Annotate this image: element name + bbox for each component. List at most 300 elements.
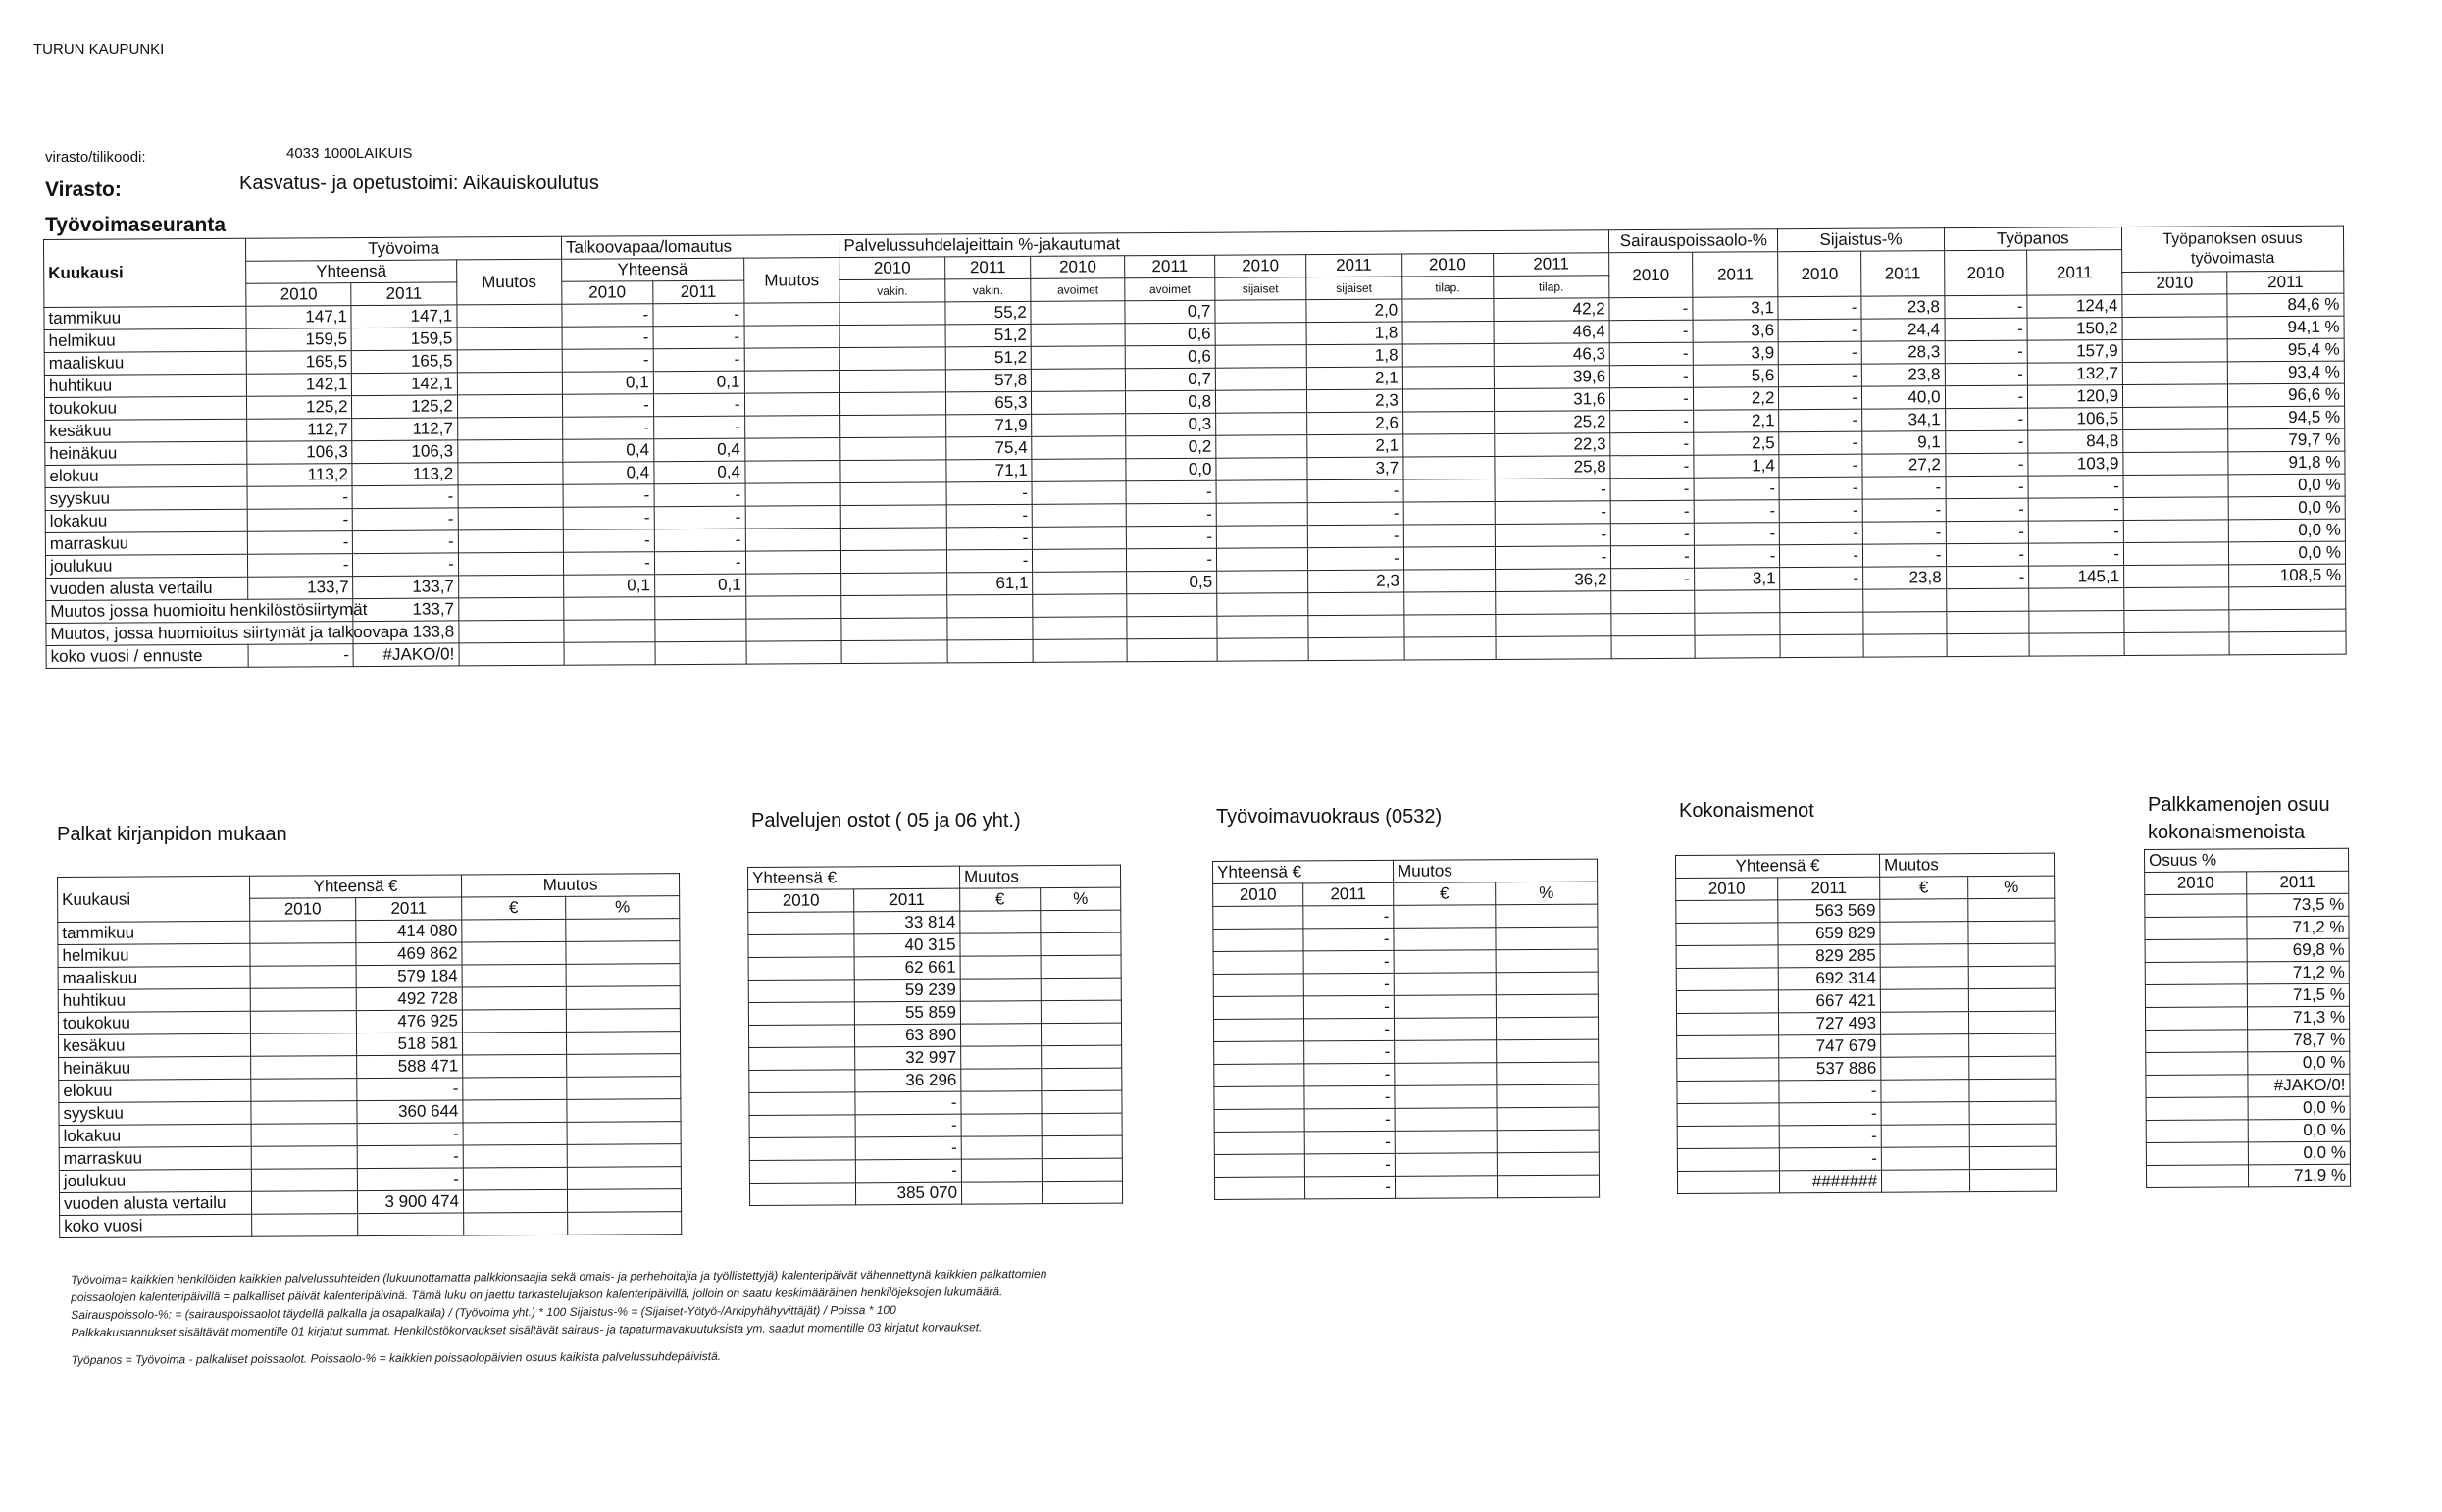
table-row bbox=[2146, 1074, 2350, 1097]
table-cell bbox=[746, 641, 842, 665]
table-cell: 0,8 bbox=[1126, 390, 1216, 414]
table-cell: - bbox=[946, 549, 1033, 573]
table-cell: - bbox=[1945, 318, 2028, 341]
table-cell bbox=[1968, 921, 2055, 944]
table-cell: - bbox=[1610, 410, 1694, 433]
table-row bbox=[2145, 1006, 2349, 1030]
table-cell bbox=[1402, 366, 1494, 389]
table-cell bbox=[1497, 1152, 1599, 1176]
table-cell: 0,6 bbox=[1125, 323, 1215, 346]
table-cell: - bbox=[1694, 545, 1780, 569]
table-row bbox=[1677, 1124, 2056, 1148]
ps-sij-2010: 2010 bbox=[1215, 255, 1306, 278]
value-2011: - bbox=[1304, 1108, 1395, 1132]
table-cell bbox=[251, 1056, 357, 1080]
table-cell bbox=[1402, 433, 1494, 457]
month-label: elokuu bbox=[45, 464, 247, 487]
kokonais-eur: € bbox=[1880, 877, 1968, 900]
sub-vakin-10: vakin. bbox=[839, 279, 944, 303]
table-cell: 112,7 bbox=[352, 418, 457, 441]
table-cell: 3,7 bbox=[1307, 457, 1403, 480]
table-cell: - bbox=[353, 508, 458, 531]
table-cell bbox=[841, 550, 946, 574]
table-cell: - bbox=[1779, 364, 1862, 387]
table-row bbox=[2146, 1029, 2350, 1052]
table-cell bbox=[1863, 634, 1947, 658]
palkat-2011: 2011 bbox=[356, 897, 462, 921]
month-label: koko vuosi bbox=[60, 1214, 252, 1237]
table-cell bbox=[1216, 458, 1307, 481]
table-cell: - bbox=[1611, 523, 1695, 546]
value-2011: 69,8 % bbox=[2247, 938, 2349, 962]
table-cell bbox=[1881, 1102, 1969, 1126]
table-cell: 159,5 bbox=[246, 328, 351, 352]
table-cell: 0,0 % bbox=[2228, 496, 2345, 520]
kokonais-muutos: Muutos bbox=[1880, 853, 2055, 877]
table-cell bbox=[1881, 1125, 1969, 1148]
table-cell: 125,2 bbox=[247, 396, 352, 420]
table-cell bbox=[463, 1189, 567, 1213]
table-cell: - bbox=[1780, 567, 1863, 590]
table-cell bbox=[654, 596, 745, 620]
tv-2010: 2010 bbox=[246, 283, 351, 307]
table-cell: 23,8 bbox=[1863, 567, 1947, 590]
tp-2011: 2011 bbox=[2027, 250, 2122, 296]
table-cell bbox=[840, 347, 945, 371]
table-cell bbox=[251, 1191, 357, 1215]
month-label: kesäkuu bbox=[45, 419, 247, 442]
ps-til-2011: 2011 bbox=[1493, 253, 1609, 277]
table-row bbox=[60, 1212, 682, 1238]
table-cell bbox=[960, 956, 1041, 980]
table-cell bbox=[567, 1167, 681, 1190]
table-cell bbox=[2146, 1052, 2248, 1076]
table-cell: - bbox=[1944, 295, 2027, 319]
table-cell bbox=[1214, 1109, 1304, 1133]
table-cell: 9,1 bbox=[1862, 431, 1946, 455]
table-row bbox=[1214, 1039, 1599, 1064]
table-cell bbox=[463, 1099, 567, 1123]
table-cell bbox=[749, 1070, 855, 1093]
table-cell: 0,4 bbox=[654, 461, 745, 484]
table-cell: 2,1 bbox=[1306, 367, 1402, 390]
table-cell: - bbox=[1609, 342, 1693, 366]
table-cell bbox=[1033, 572, 1127, 595]
table-row bbox=[1677, 1101, 2056, 1126]
value-2011: 0,0 % bbox=[2248, 1096, 2350, 1120]
table-row bbox=[1677, 1056, 2056, 1081]
table-cell bbox=[1032, 459, 1126, 482]
table-cell bbox=[749, 1047, 855, 1071]
osuus-title-1: Palkkamenojen osuu bbox=[2148, 794, 2330, 816]
table-cell bbox=[1969, 1079, 2056, 1102]
table-cell bbox=[458, 529, 563, 553]
table-cell bbox=[1968, 898, 2055, 922]
table-cell bbox=[1881, 1080, 1969, 1103]
table-cell bbox=[1041, 932, 1121, 956]
table-cell bbox=[2146, 1142, 2248, 1166]
table-cell: - bbox=[563, 552, 654, 576]
table-cell bbox=[1042, 1068, 1122, 1091]
table-cell: - bbox=[1694, 523, 1780, 546]
kokonais-yhteensa: Yhteensä € bbox=[1676, 854, 1880, 878]
table-cell bbox=[2145, 939, 2247, 963]
value-2011: 659 829 bbox=[1778, 922, 1880, 945]
table-cell bbox=[462, 1009, 566, 1033]
table-cell bbox=[457, 327, 562, 350]
table-cell: - bbox=[1307, 525, 1403, 548]
table-row bbox=[1214, 1175, 1599, 1199]
table-cell: 132,7 bbox=[2027, 363, 2122, 386]
palvelujen-title: Palvelujen ostot ( 05 ja 06 yht.) bbox=[751, 810, 1021, 832]
table-row bbox=[1677, 1146, 2056, 1171]
table-cell bbox=[250, 1033, 356, 1057]
table-cell bbox=[2145, 984, 2247, 1008]
table-cell bbox=[745, 596, 841, 620]
table-cell: - bbox=[1779, 409, 1862, 432]
table-cell bbox=[1214, 1064, 1304, 1087]
table-cell bbox=[840, 437, 945, 461]
table-cell: - bbox=[654, 529, 745, 552]
table-cell: - bbox=[1610, 455, 1694, 479]
value-2011: - bbox=[1304, 1040, 1395, 1064]
table-cell bbox=[744, 326, 840, 349]
value-2011: - bbox=[1779, 1080, 1881, 1103]
table-cell bbox=[1946, 588, 2029, 612]
table-cell: 22,3 bbox=[1494, 433, 1610, 457]
table-cell bbox=[841, 573, 946, 596]
table-cell: 3,9 bbox=[1693, 342, 1779, 366]
tk-2010: 2010 bbox=[562, 281, 653, 305]
table-cell bbox=[745, 574, 841, 597]
table-cell: - bbox=[1945, 363, 2028, 386]
table-cell bbox=[1496, 927, 1598, 950]
table-cell bbox=[1404, 636, 1496, 660]
table-cell bbox=[2146, 1075, 2248, 1098]
table-cell bbox=[744, 348, 840, 372]
table-cell bbox=[1695, 613, 1781, 636]
table-cell: - bbox=[1127, 526, 1217, 549]
value-2011: 71,2 % bbox=[2247, 961, 2349, 984]
table-cell bbox=[1947, 633, 2030, 657]
table-cell: 0,5 bbox=[1127, 571, 1217, 594]
value-2011: 33 814 bbox=[854, 911, 960, 934]
table-cell bbox=[1402, 388, 1494, 412]
month-label: marraskuu bbox=[45, 531, 247, 555]
table-cell bbox=[2146, 1097, 2248, 1121]
table-cell: - bbox=[1946, 476, 2029, 499]
table-cell: 125,2 bbox=[352, 395, 457, 419]
table-cell bbox=[961, 1091, 1042, 1115]
table-cell bbox=[1495, 591, 1611, 615]
table-cell: 0,4 bbox=[653, 438, 744, 462]
table-cell bbox=[1677, 1058, 1779, 1082]
table-cell bbox=[1216, 548, 1307, 572]
table-cell: - bbox=[1779, 431, 1862, 455]
table-row bbox=[1676, 988, 2055, 1013]
table-cell: 51,2 bbox=[945, 324, 1032, 347]
table-cell bbox=[458, 507, 563, 530]
table-cell bbox=[2124, 587, 2229, 611]
table-row bbox=[748, 932, 1121, 957]
table-cell bbox=[1968, 988, 2055, 1012]
value-2011: 414 080 bbox=[356, 920, 462, 943]
table-cell bbox=[1213, 951, 1303, 975]
table-cell bbox=[1496, 1017, 1598, 1040]
table-cell bbox=[841, 618, 946, 641]
table-cell bbox=[250, 921, 356, 944]
table-cell bbox=[655, 619, 746, 642]
table-cell bbox=[2122, 317, 2227, 340]
table-cell bbox=[1215, 300, 1306, 324]
table-cell bbox=[1402, 411, 1494, 434]
table-cell bbox=[1032, 414, 1126, 437]
vuokraus-2011: 2011 bbox=[1303, 882, 1394, 906]
table-cell: 120,9 bbox=[2028, 385, 2123, 409]
table-cell bbox=[1946, 611, 2029, 634]
footnotes bbox=[71, 1263, 1347, 1369]
table-cell bbox=[1677, 1171, 1779, 1194]
table-cell: - bbox=[654, 506, 745, 529]
value-2011: 71,5 % bbox=[2247, 983, 2349, 1007]
table-cell bbox=[1881, 1147, 1969, 1171]
table-cell bbox=[2229, 586, 2346, 610]
table-cell: 28,3 bbox=[1861, 341, 1945, 365]
table-cell bbox=[839, 302, 944, 326]
value-2011: - bbox=[1779, 1102, 1881, 1126]
table-cell bbox=[567, 1144, 681, 1168]
table-cell bbox=[1495, 614, 1611, 637]
table-cell bbox=[1880, 922, 1968, 945]
table-cell: 36,2 bbox=[1495, 569, 1611, 592]
table-cell: - bbox=[2028, 521, 2123, 544]
table-cell: - bbox=[2028, 476, 2123, 499]
note-palkka: Palkkakustannukset sisältävät momentille 01 kirjatut summat. Henkilöstökorvaukset sisältävät sairaus- ja tapaturmavakuutuksista ym. saadut momentille 03 kirjatut korvaukset. bbox=[71, 1320, 983, 1339]
table-cell bbox=[841, 640, 946, 664]
table-cell: - bbox=[563, 484, 654, 508]
table-cell bbox=[840, 392, 945, 416]
virasto-code-label: virasto/tilikoodi: bbox=[45, 149, 146, 166]
table-cell: 34,1 bbox=[1862, 409, 1946, 432]
table-cell: 165,5 bbox=[352, 350, 457, 374]
value-2011: ####### bbox=[1779, 1170, 1881, 1193]
table-cell: 157,9 bbox=[2027, 340, 2122, 364]
month-label: kesäkuu bbox=[58, 1033, 250, 1057]
tk-muutos: Muutos bbox=[743, 258, 839, 304]
kokonais-2010: 2010 bbox=[1676, 878, 1778, 901]
palkat-muutos: Muutos bbox=[462, 874, 680, 897]
table-cell: 0,0 bbox=[1126, 458, 1216, 481]
os-2010: 2010 bbox=[2122, 272, 2227, 295]
group-tyovoima: Työvoima bbox=[246, 236, 562, 261]
table-cell bbox=[457, 417, 562, 440]
value-2011: - bbox=[1303, 1018, 1394, 1041]
value-2011: 588 471 bbox=[357, 1055, 463, 1079]
table-cell: 159,5 bbox=[352, 328, 457, 351]
extra-value: 133,8 bbox=[353, 621, 458, 644]
value-2011: 360 644 bbox=[357, 1100, 463, 1124]
palkat-title: Palkat kirjanpidon mukaan bbox=[57, 824, 287, 845]
value-2011: 537 886 bbox=[1779, 1057, 1881, 1081]
value-2011: - bbox=[1303, 928, 1394, 951]
table-row bbox=[1213, 1017, 1598, 1041]
table-cell: - bbox=[653, 416, 744, 439]
virasto-label: Virasto: bbox=[45, 178, 122, 201]
table-cell: - bbox=[1946, 521, 2029, 544]
table-cell bbox=[1403, 501, 1495, 525]
vuokraus-muutos: Muutos bbox=[1394, 859, 1598, 882]
table-cell bbox=[1042, 1135, 1122, 1159]
os-2011: 2011 bbox=[2227, 271, 2344, 294]
table-cell: 31,6 bbox=[1494, 388, 1610, 412]
value-2011: 492 728 bbox=[356, 987, 462, 1011]
table-cell bbox=[947, 617, 1034, 640]
table-cell: - bbox=[654, 483, 745, 507]
tk-yhteensa: Yhteensä bbox=[562, 258, 744, 281]
table-cell bbox=[1395, 1108, 1497, 1132]
palvelujen-2010: 2010 bbox=[748, 889, 854, 913]
table-cell bbox=[2029, 633, 2124, 657]
table-cell: 113,2 bbox=[247, 464, 352, 487]
table-cell bbox=[960, 1024, 1041, 1047]
table-cell: - bbox=[1126, 503, 1216, 527]
table-cell bbox=[2029, 611, 2124, 634]
table-cell bbox=[841, 505, 946, 529]
table-cell bbox=[459, 620, 564, 643]
table-cell: 0,1 bbox=[654, 574, 745, 597]
table-cell bbox=[1969, 1124, 2056, 1147]
vuokraus-yhteensa: Yhteensä € bbox=[1213, 860, 1394, 883]
table-cell bbox=[1403, 456, 1495, 479]
extra-label: Muutos jossa huomioitu henkilöstösiirtymät bbox=[46, 599, 354, 624]
table-cell bbox=[2124, 632, 2229, 656]
table-cell bbox=[1496, 972, 1598, 995]
table-row bbox=[2146, 1119, 2350, 1142]
value-2011: 71,9 % bbox=[2248, 1164, 2350, 1187]
month-label: lokakuu bbox=[59, 1124, 251, 1147]
table-cell bbox=[462, 919, 566, 942]
table-cell bbox=[1695, 635, 1781, 659]
table-row bbox=[749, 1181, 1122, 1205]
table-cell bbox=[567, 1122, 681, 1145]
table-cell bbox=[1969, 1056, 2056, 1080]
value-2011: 829 285 bbox=[1778, 944, 1880, 968]
value-2011: - bbox=[357, 1123, 463, 1146]
table-cell bbox=[749, 1183, 855, 1206]
table-cell bbox=[749, 1092, 855, 1116]
table-cell bbox=[462, 941, 566, 965]
table-cell bbox=[1677, 1035, 1779, 1059]
table-cell: - bbox=[1694, 478, 1780, 501]
table-row bbox=[2146, 1051, 2350, 1075]
month-label: huhtikuu bbox=[44, 374, 246, 397]
virasto-name: Kasvatus- ja opetustoimi: Aikauiskoulutus bbox=[239, 173, 599, 194]
sub-sijaiset-11: sijaiset bbox=[1306, 277, 1402, 300]
value-2011: 55 859 bbox=[854, 1001, 960, 1025]
table-row bbox=[1214, 1107, 1599, 1132]
table-cell: 71,9 bbox=[945, 414, 1032, 437]
sub-vakin-11: vakin. bbox=[944, 278, 1031, 302]
table-cell bbox=[1031, 301, 1125, 325]
table-cell bbox=[744, 371, 840, 394]
group-palvelus: Palvelussuhdelajeittain %-jakautumat bbox=[839, 230, 1609, 258]
table-cell: 0,4 bbox=[563, 462, 654, 485]
table-cell: 133,7 bbox=[248, 577, 353, 600]
table-cell: 106,3 bbox=[352, 440, 457, 464]
value-2011: 71,2 % bbox=[2247, 916, 2349, 939]
sa-2011: 2011 bbox=[1692, 252, 1778, 298]
table-cell: - bbox=[1945, 408, 2028, 431]
table-cell: - bbox=[247, 486, 352, 510]
table-cell bbox=[2123, 452, 2228, 476]
table-cell bbox=[1403, 524, 1495, 547]
value-2011: 469 862 bbox=[356, 942, 462, 966]
tk-2011: 2011 bbox=[652, 280, 743, 304]
table-cell bbox=[250, 988, 356, 1012]
table-cell bbox=[745, 529, 841, 552]
value-2011: 667 421 bbox=[1778, 989, 1880, 1013]
table-cell: - bbox=[654, 551, 745, 575]
table-cell bbox=[1217, 571, 1308, 594]
table-cell bbox=[1969, 1146, 2056, 1170]
final-dash: - bbox=[248, 644, 353, 668]
value-2011 bbox=[358, 1213, 464, 1236]
group-tyopanos: Työpanos bbox=[1944, 227, 2122, 251]
palvelujen-table bbox=[747, 865, 1123, 1206]
sub-avoimet-10: avoimet bbox=[1031, 278, 1125, 302]
table-cell bbox=[947, 639, 1034, 663]
table-cell: - bbox=[563, 507, 654, 530]
table-cell: - bbox=[1946, 566, 2029, 589]
table-row bbox=[1213, 994, 1598, 1019]
value-2011: - bbox=[1303, 905, 1394, 929]
month-label: elokuu bbox=[59, 1079, 251, 1102]
value-2011: - bbox=[357, 1078, 463, 1101]
palkat-eur: € bbox=[462, 896, 566, 920]
table-row bbox=[2145, 983, 2349, 1007]
table-row bbox=[1677, 1169, 2056, 1193]
table-cell: - bbox=[248, 531, 353, 555]
month-label: syyskuu bbox=[45, 486, 247, 510]
table-cell: 65,3 bbox=[945, 391, 1032, 415]
table-cell: 57,8 bbox=[945, 369, 1032, 392]
table-cell bbox=[1031, 324, 1125, 347]
value-2011: 0,0 % bbox=[2248, 1119, 2350, 1142]
table-cell bbox=[1127, 638, 1217, 662]
table-cell: 165,5 bbox=[246, 351, 351, 375]
table-cell bbox=[463, 1122, 567, 1145]
value-2011: 747 679 bbox=[1779, 1034, 1881, 1058]
note-tyopanos: Työpanos = Työvoima - palkalliset poissaolot. Poissaolo-% = kaikkien poissaolopäivien osuus kaikista palvelussuhdepäivistä. bbox=[71, 1348, 722, 1367]
table-cell bbox=[1496, 994, 1598, 1018]
table-row bbox=[749, 1135, 1122, 1160]
ps-sij-2011: 2011 bbox=[1305, 254, 1401, 277]
month-label: heinäkuu bbox=[45, 441, 247, 465]
table-cell bbox=[1676, 990, 1778, 1014]
value-2011: - bbox=[855, 1159, 961, 1183]
table-cell: 150,2 bbox=[2027, 318, 2122, 341]
group-talkoo: Talkoovapaa/lomautus bbox=[561, 235, 839, 260]
table-cell bbox=[1041, 955, 1121, 979]
table-cell bbox=[458, 552, 563, 576]
table-row bbox=[1676, 921, 2055, 945]
table-cell bbox=[1394, 905, 1496, 929]
sa-2010: 2010 bbox=[1609, 252, 1693, 298]
table-cell bbox=[1217, 616, 1308, 639]
table-cell bbox=[1216, 435, 1307, 459]
table-cell: - bbox=[1780, 522, 1863, 545]
table-cell bbox=[946, 594, 1033, 618]
